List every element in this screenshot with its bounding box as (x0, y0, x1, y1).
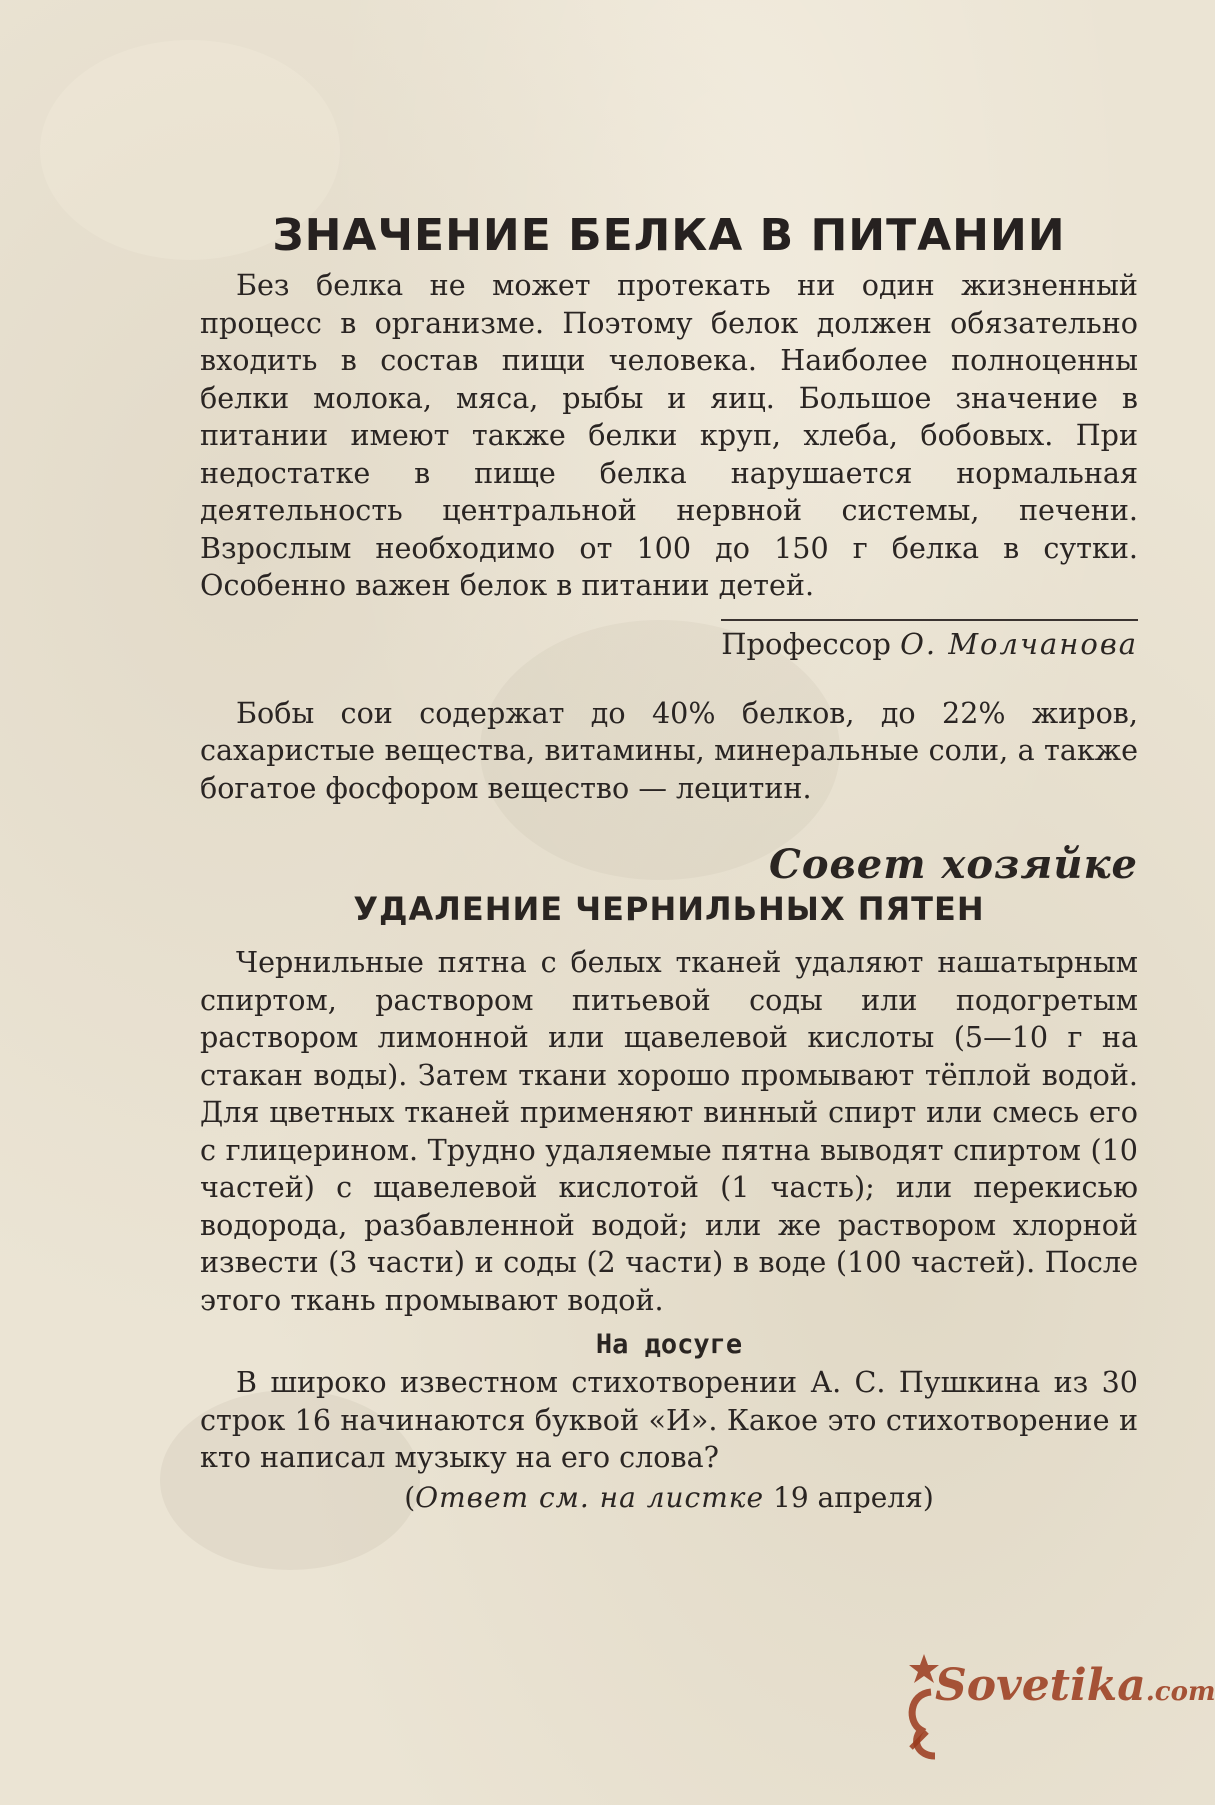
watermark-name: Sovetika (935, 1660, 1146, 1711)
leisure-heading: На досуге (595, 1329, 743, 1360)
author-signature (200, 619, 1138, 661)
answer-open-paren: ( (404, 1480, 416, 1514)
advice-body: Чернильные пятна с белых тканей удаляют нашатырным спиртом, раствором питьевой соды или подогретым раствором лимонной или щавелевой кислоты (5—10 г на стакан воды). Затем ткани хорошо промывают тёплой водой. Для цветных тканей применяют винный спирт или смесь его с глицерином. Трудно удаляемые пятна выводят спиртом (10 частей) с щавелевой кислотой (1 часть); или перекисью водорода, разбавленной водой; или же раствором хлорной извести (3 части) и соды (2 части) в воде (100 частей). После этого ткань промывают водой. (200, 945, 1138, 1317)
answer-text: Ответ см. на листке (415, 1480, 765, 1514)
watermark-logo (855, 1640, 1215, 1780)
author-name: О. Молчанова (900, 626, 1138, 661)
soy-note: Бобы сои содержат до 40% белков, до 22% жиров, сахаристые вещества, витамины, минеральные соли, а также богатое фосфором вещество — лецитин. (200, 695, 1138, 805)
article-title: ЗНАЧЕНИЕ БЕЛКА В ПИТАНИИ (272, 210, 1066, 261)
answer-reference (200, 1481, 1138, 1514)
text-column (200, 210, 1138, 1514)
watermark-domain: .com (1145, 1677, 1215, 1707)
advice-heading: Совет хозяйке (769, 841, 1138, 888)
answer-close-paren: ) (922, 1480, 934, 1514)
author-title: Профессор (721, 626, 891, 661)
signature-rule (721, 619, 1138, 661)
leisure-body: В широко известном стихотворении А. С. Пушкина из 30 строк 16 начинаются буквой «И». Какое это стихотворение и кто написал музыку на его слова? (200, 1365, 1138, 1474)
article-body: Без белка не может протекать ни один жизненный процесс в организме. Поэтому белок должен обязательно входить в состав пищи человека. Наиболее полноценны белки молока, мяса, рыбы и яиц. Большое значение в питании имеют также белки круп, хлеба, бобовых. При недостатке в пище белка нарушается нормальная деятельность центральной нервной системы, печени. Взрослым необходимо от 100 до 150 г белка в сутки. Особенно важен белок в питании детей. (200, 268, 1138, 602)
advice-subheading: УДАЛЕНИЕ ЧЕРНИЛЬНЫХ ПЯТЕН (353, 890, 985, 928)
answer-date: 19 апреля (773, 1480, 923, 1514)
watermark-text (935, 1660, 1215, 1711)
